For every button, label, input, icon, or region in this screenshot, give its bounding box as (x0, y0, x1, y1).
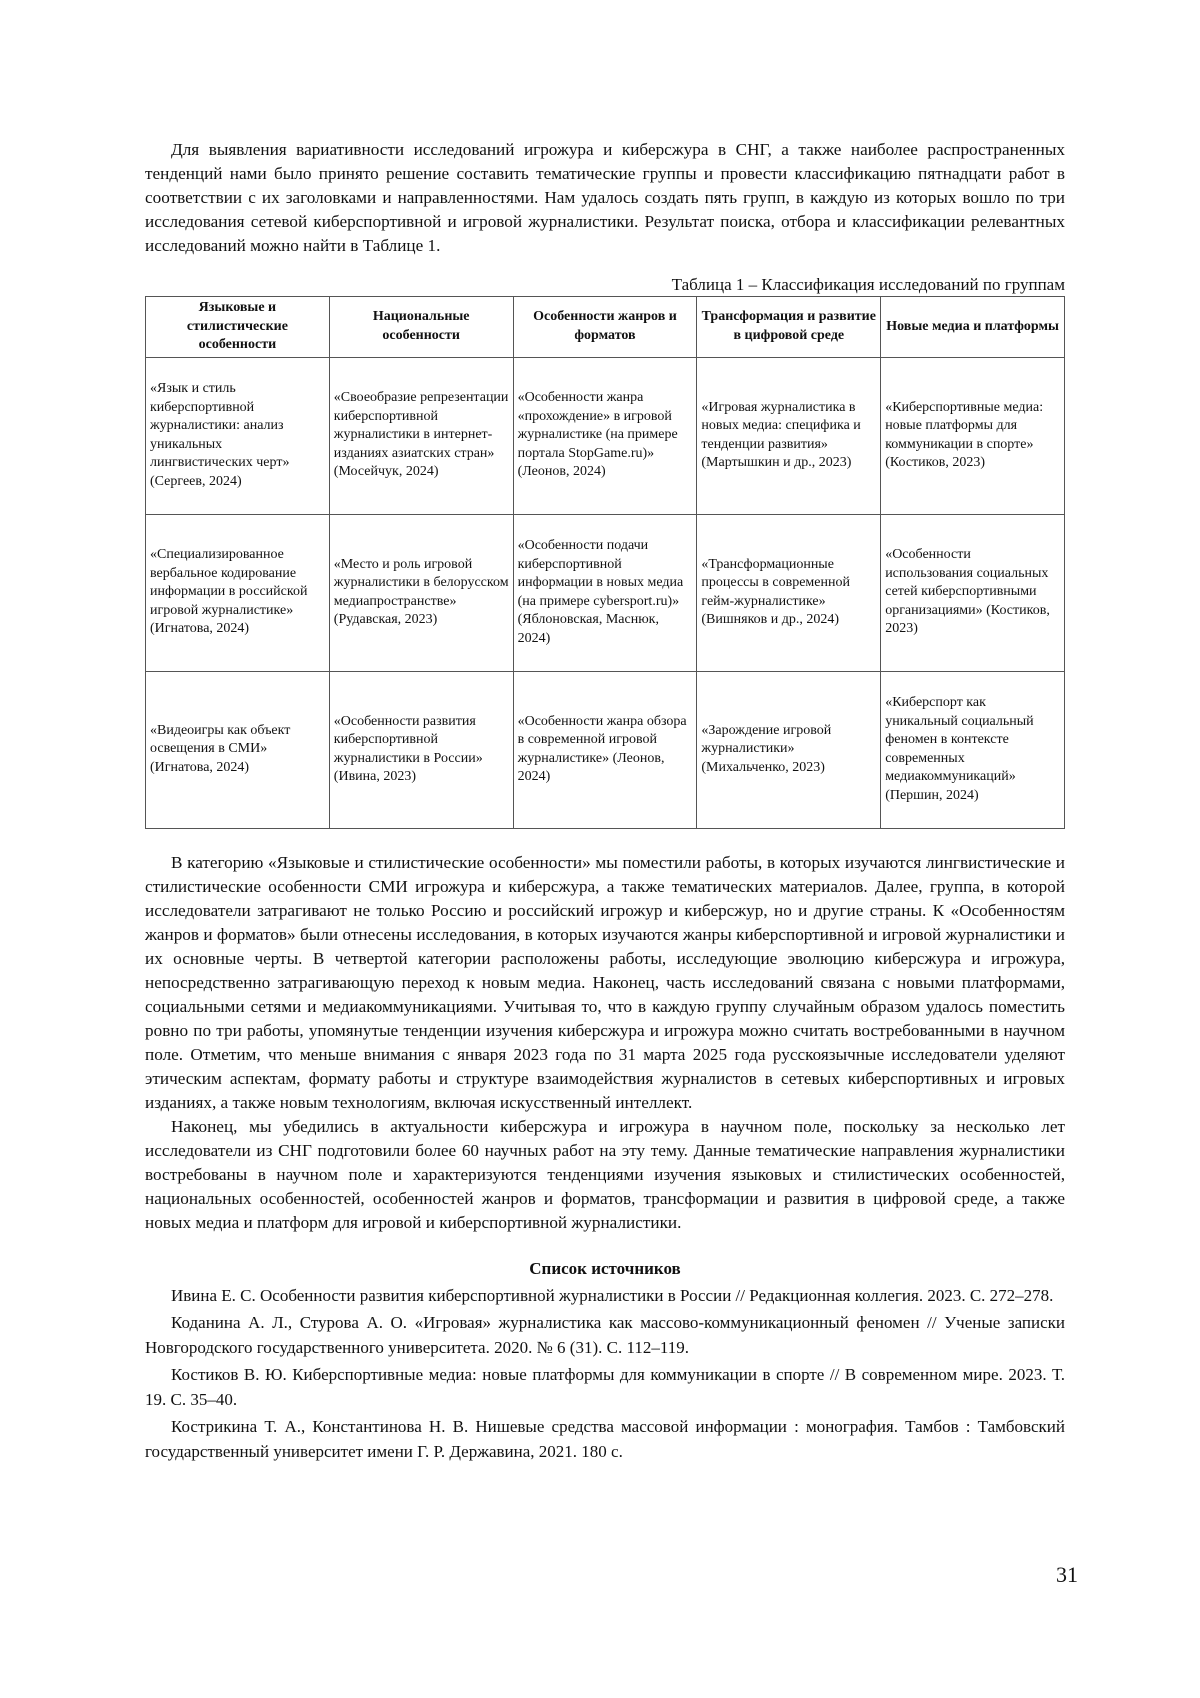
table-cell: «Особенности жанра «прохождение» в игровой журналистике (на примере портала StopGame.ru)» (Леонов, 2024) (513, 357, 697, 514)
reference-item: Кострикина Т. А., Константинова Н. В. Нишевые средства массовой информации : монография. Тамбов : Тамбовский государственный университет имени Г. Р. Державина, 2021. 180 с. (145, 1416, 1065, 1461)
table-header-cell: Особенности жанров и форматов (513, 297, 697, 358)
table-row (146, 671, 1065, 828)
classification-table (145, 296, 1065, 829)
table-cell: «Киберспортивные медиа: новые платформы для коммуникации в спорте» (Костиков, 2023) (881, 357, 1065, 514)
table-cell: «Киберспорт как уникальный социальный феномен в контексте современных медиакоммуникаций» (Першин, 2024) (881, 671, 1065, 828)
table-cell: «Трансформационные процессы в современной гейм-журналистике» (Вишняков и др., 2024) (697, 514, 881, 671)
table-caption: Таблица 1 – Классификация исследований по группам (671, 275, 1065, 294)
table-cell: «Место и роль игровой журналистики в белорусском медиапространстве» (Рудавская, 2023) (329, 514, 513, 671)
references-title: Список источников (529, 1258, 681, 1278)
body-text (145, 851, 1065, 1235)
table-header-cell: Национальные особенности (329, 297, 513, 358)
table-cell: «Особенности развития киберспортивной журналистики в России» (Ивина, 2023) (329, 671, 513, 828)
table-cell: «Язык и стиль киберспортивной журналистики: анализ уникальных лингвистических черт» (Сергеев, 2024) (146, 357, 330, 514)
table-cell: «Зарождение игровой журналистики» (Михальченко, 2023) (697, 671, 881, 828)
table-cell: «Игровая журналистика в новых медиа: специфика и тенденции развития» (Мартышкин и др., 2023) (697, 357, 881, 514)
table-cell: «Видеоигры как объект освещения в СМИ» (Игнатова, 2024) (146, 671, 330, 828)
table-header-cell: Трансформация и развитие в цифровой среде (697, 297, 881, 358)
table-row (146, 357, 1065, 514)
table-cell: «Своеобразие репрезентации киберспортивной журналистики в интернет-изданиях азиатских стран» (Мосейчук, 2024) (329, 357, 513, 514)
page-content (145, 138, 1065, 1464)
table-cell: «Особенности жанра обзора в современной игровой журналистике» (Леонов, 2024) (513, 671, 697, 828)
body-paragraph: Наконец, мы убедились в актуальности киберсжура и игрожура в научном поле, поскольку за несколько лет исследователи из СНГ подготовили более 60 научных работ на эту тему. Данные тематические направления журналистики востребованы в научном поле и характеризуются тенденциями изучения языковых и стилистических особенностей, национальных особенностей, особенностей жанров и форматов, трансформации и развития в цифровой среде, а также новых медиа и платформ для игровой и киберспортивной журналистики. (145, 1116, 1065, 1232)
reference-item: Коданина А. Л., Стурова А. О. «Игровая» журналистика как массово-коммуникационный феномен // Ученые записки Новгородского государственного университета. 2020. № 6 (31). С. 112–119. (145, 1312, 1065, 1357)
table-header-cell: Языковые и стилистические особенности (146, 297, 330, 358)
reference-item: Ивина Е. С. Особенности развития киберспортивной журналистики в России // Редакционная коллегия. 2023. С. 272–278. (171, 1285, 1054, 1305)
table-row (146, 514, 1065, 671)
table-header-row (146, 297, 1065, 358)
intro-paragraph: Для выявления вариативности исследований игрожура и киберсжура в СНГ, а также наиболее распространенных тенденций нами было принято решение составить тематические группы и провести классификацию пятнадцати работ в соответствии с их заголовками и направленностями. Нам удалось создать пять групп, в каждую из которых вошло по три исследования сетевой киберспортивной и игровой журналистики. Результат поиска, отбора и классификации релевантных исследований можно найти в Таблице 1. (145, 140, 1065, 255)
page-number: 31 (1056, 1562, 1078, 1587)
reference-item: Костиков В. Ю. Киберспортивные медиа: новые платформы для коммуникации в спорте // В современном мире. 2023. Т. 19. С. 35–40. (145, 1364, 1065, 1409)
table-cell: «Особенности использования социальных сетей киберспортивными организациями» (Костиков, 2023) (881, 514, 1065, 671)
references-list (145, 1283, 1065, 1464)
body-paragraph: В категорию «Языковые и стилистические особенности» мы поместили работы, в которых изучаются лингвистические и стилистические особенности СМИ игрожура и киберсжура, а также тематических материалов. Далее, группа, в которой исследователи затрагивают не только Россию и российский игрожур и киберсжур, но и другие страны. К «Особенностям жанров и форматов» были отнесены исследования, в которых изучаются жанры киберспортивной и игровой журналистики и их основные черты. В четвертой категории расположены работы, исследующие эволюцию киберсжура и игрожура, непосредственно затрагивающую переход к новым медиа. Наконец, часть исследований связана с новыми платформами, социальными сетями и медиакоммуникациями. Учитывая то, что в каждую группу случайным образом удалось поместить ровно по три работы, упомянутые тенденции изучения киберсжура и игрожура можно считать востребованными в научном поле. Отметим, что меньше внимания с января 2023 года по 31 марта 2025 года русскоязычные исследователи уделяют этическим аспектам, формату работы и структуре взаимодействия журналистов в сетевых киберспортивных и игровых изданиях, а также новым технологиям, включая искусственный интеллект. (145, 852, 1065, 1112)
table-header-cell: Новые медиа и платформы (881, 297, 1065, 358)
table-cell: «Особенности подачи киберспортивной информации в новых медиа (на примере cybersport.ru)» (Яблоновская, Маснюк, 2024) (513, 514, 697, 671)
table-cell: «Специализированное вербальное кодирование информации в российской игровой журналистике» (Игнатова, 2024) (146, 514, 330, 671)
